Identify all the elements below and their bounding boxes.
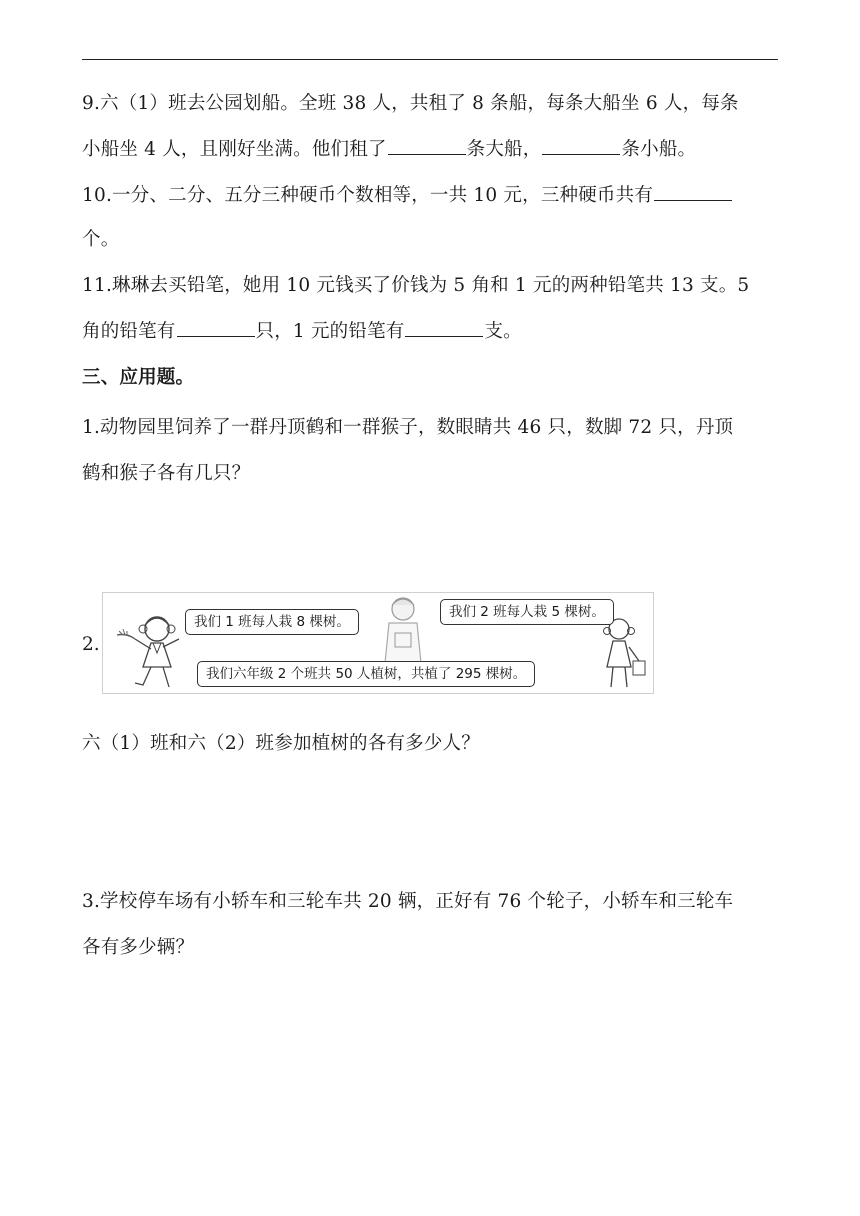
p2-question: 六（1）班和六（2）班参加植树的各有多少人？ [82, 733, 480, 754]
header-rule [82, 59, 778, 60]
q11-line1: 11.琳琳去买铅笔，她用 10 元钱买了价钱为 5 角和 1 元的两种铅笔共 13 支。5 [82, 275, 750, 296]
p3-line1: 3.学校停车场有小轿车和三轮车共 20 辆，正好有 76 个轮子，小轿车和三轮车 [82, 891, 734, 912]
speech-bubble-class1: 我们 1 班每人栽 8 棵树。 [185, 609, 359, 635]
q11-line2 [82, 320, 522, 344]
section3-heading: 三、应用题。 [82, 367, 195, 388]
tree-planting-illustration [102, 592, 654, 694]
q11-blank-1yuan[interactable] [405, 320, 483, 337]
q9-text-c: 条小船。 [621, 139, 697, 160]
p2-label: 2. [82, 634, 100, 655]
girl-left-illustration [113, 607, 193, 691]
q9-line2 [82, 138, 696, 162]
q9-text-a: 小船坐 4 人，且刚好坐满。他们租了 [82, 139, 387, 160]
q11-text-a: 角的铅笔有 [82, 321, 176, 342]
q11-blank-5jiao[interactable] [177, 320, 255, 337]
q10-line2: 个。 [82, 229, 120, 250]
q11-text-b: 只，1 元的铅笔有 [255, 321, 405, 342]
p3-line2: 各有多少辆？ [82, 937, 195, 958]
q9-blank-small-boats[interactable] [542, 138, 620, 155]
p1-line1: 1.动物园里饲养了一群丹顶鹤和一群猴子，数眼睛共 46 只，数脚 72 只，丹顶 [82, 417, 734, 438]
q10-text: 10.一分、二分、五分三种硬币个数相等，一共 10 元，三种硬币共有 [82, 185, 654, 206]
q9-text-b: 条大船， [466, 139, 542, 160]
p1-line2: 鹤和猴子各有几只？ [82, 463, 251, 484]
q9-blank-big-boats[interactable] [388, 138, 466, 155]
q9-line1: 9.六（1）班去公园划船。全班 38 人，共租了 8 条船，每条大船坐 6 人，每条 [82, 93, 739, 114]
speech-bubble-grade: 我们六年级 2 个班共 50 人植树，共植了 295 棵树。 [197, 661, 535, 687]
q11-text-c: 支。 [484, 321, 522, 342]
q10-line1 [82, 184, 733, 208]
speech-bubble-class2: 我们 2 班每人栽 5 棵树。 [440, 599, 614, 625]
girl-right-illustration [593, 615, 651, 691]
q10-blank-coin-count[interactable] [654, 184, 732, 201]
